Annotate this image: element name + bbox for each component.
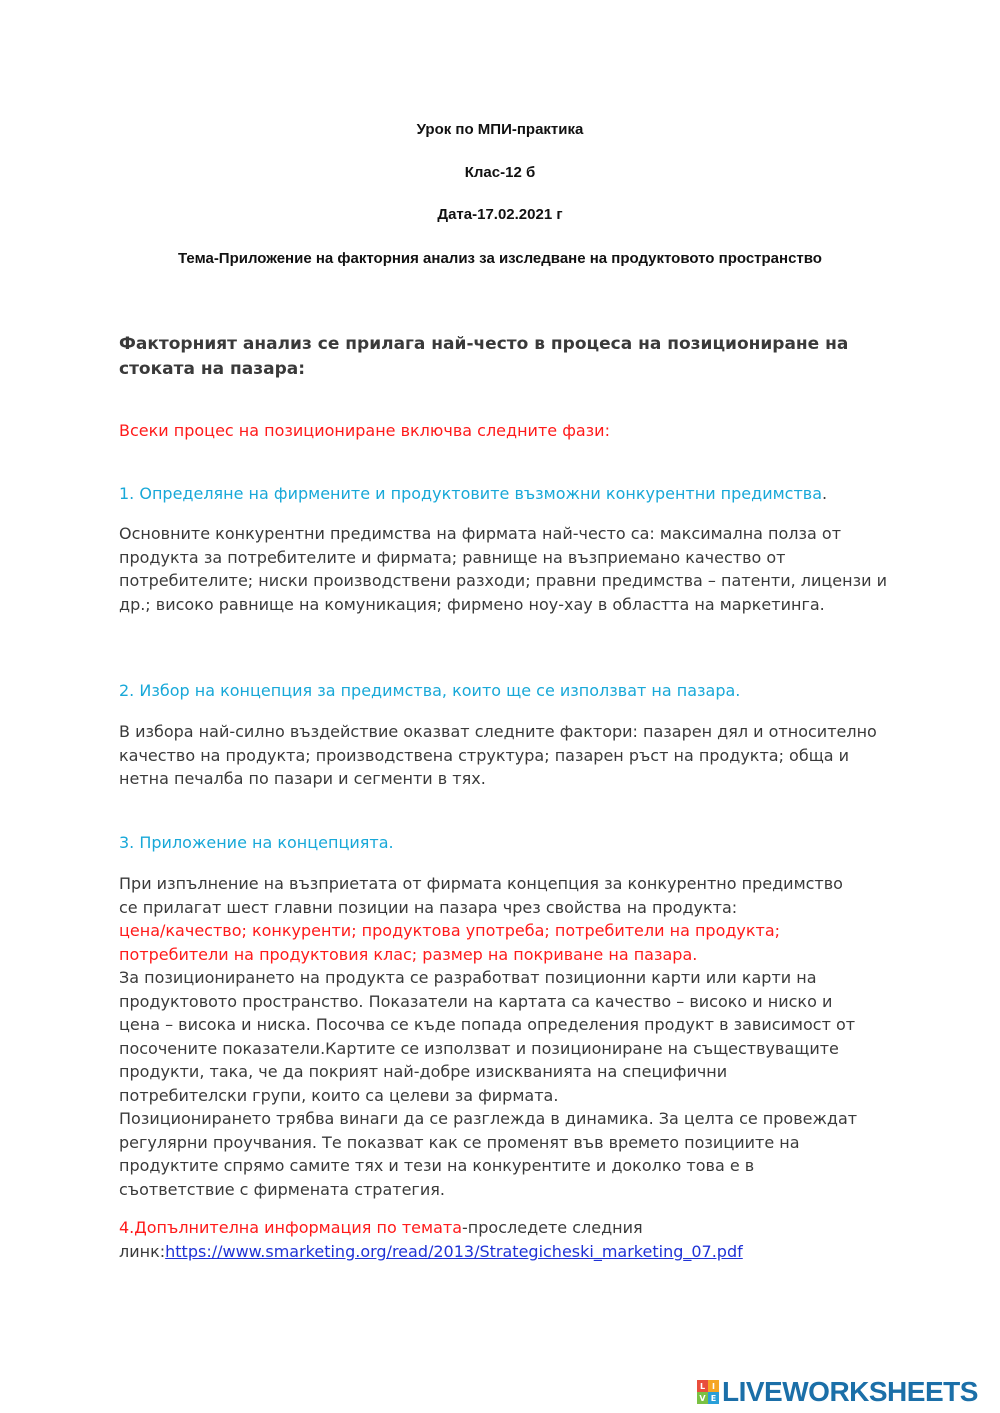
badge-letter: L — [697, 1380, 708, 1392]
step-1-title-dot: . — [822, 484, 828, 503]
badge-letter: E — [708, 1392, 719, 1404]
intro-text: Факторният анализ се прилага най-често в процеса на позициониране на стоката на пазара: — [119, 334, 849, 379]
phases-title: Всеки процес на позициониране включва следните фази: — [119, 421, 610, 440]
step-3-line: съответствие с фирмената стратегия. — [119, 1179, 445, 1199]
additional-info-text: -проследете следния — [462, 1218, 643, 1237]
step-1-title — [119, 484, 827, 503]
lesson-title: Урок по МПИ-практика — [416, 121, 584, 138]
step-3-line: цена – висока и ниска. Посочва се къде попада определения продукт в зависимост от — [119, 1015, 856, 1034]
liveworksheets-badge-icon — [697, 1380, 719, 1404]
step-3-text — [119, 872, 899, 1201]
step-3-line: Позиционирането трябва винаги да се разглежда в динамика. За целта се провеждат — [119, 1109, 858, 1128]
liveworksheets-logo — [697, 1377, 978, 1407]
step-3-line: При изпълнение на възприетата от фирмата концепция за конкурентно предимство — [119, 874, 843, 893]
step-3-line: регулярни проучвания. Те показват как се променят във времето позициите на — [119, 1132, 800, 1152]
badge-letter: I — [708, 1380, 719, 1392]
step-2-text: В избора най-силно въздействие оказват следните фактори: пазарен дял и относително качество на продукта; производствена структура; пазарен ръст на продукта; обща и нетна печалба по пазари и сегменти в тях. — [119, 722, 877, 788]
topic-title: Тема-Приложение на факторния анализ за изследване на продуктовото пространство — [178, 250, 822, 267]
step-3-line: продукти, така, че да покрият най-добре изискванията на специфични — [119, 1062, 728, 1081]
positions-list-line: потребители на продуктовия клас; размер на покриване на пазара. — [119, 944, 698, 964]
additional-info-title: 4.Допълнителна информация по темата — [119, 1218, 463, 1237]
badge-letter: V — [697, 1392, 708, 1404]
step-3-line: се прилагат шест главни позиции на пазара чрез свойства на продукта: — [119, 897, 738, 917]
liveworksheets-wordmark: LIVEWORKSHEETS — [722, 1376, 978, 1407]
step-3-line: продуктите спрямо самите тях и тези на конкурентите и доколко това е в — [119, 1156, 755, 1175]
step-3-title: 3. Приложение на концепцията. — [119, 833, 394, 852]
step-1-title-text: 1. Определяне на фирмените и продуктовите възможни конкурентни предимства — [119, 484, 823, 503]
class-label: Клас-12 б — [464, 164, 536, 181]
additional-info — [119, 1216, 899, 1264]
step-3-line: посочените показатели.Картите се използват и позициониране на съществуващите — [119, 1038, 839, 1058]
date-label: Дата-17.02.2021 г — [437, 206, 563, 223]
step-3-line: продуктовото пространство. Показатели на картата са качество – високо и ниско и — [119, 991, 833, 1011]
positions-list-line: цена/качество; конкуренти; продуктова употреба; потребители на продукта; — [119, 921, 781, 940]
step-3-line: За позиционирането на продукта се разработват позиционни карти или карти на — [119, 968, 817, 987]
reference-link[interactable]: https://www.smarketing.org/read/2013/Strategicheski_marketing_07.pdf — [165, 1242, 743, 1261]
link-label: линк: — [119, 1242, 166, 1261]
step-1-text: Основните конкурентни предимства на фирмата най-често са: максимална полза от продукта за потребителите и фирмата; равнище на възприемано качество от потребителите; ниски производствени разходи; правни предимства – патенти, лицензи и др.; високо равнище на комуникация; фирмено ноу-хау в областта на маркетинга. — [119, 524, 887, 614]
step-2-title: 2. Избор на концепция за предимства, които ще се използват на пазара. — [119, 681, 741, 700]
step-3-line: потребителски групи, които са целеви за фирмата. — [119, 1085, 559, 1105]
